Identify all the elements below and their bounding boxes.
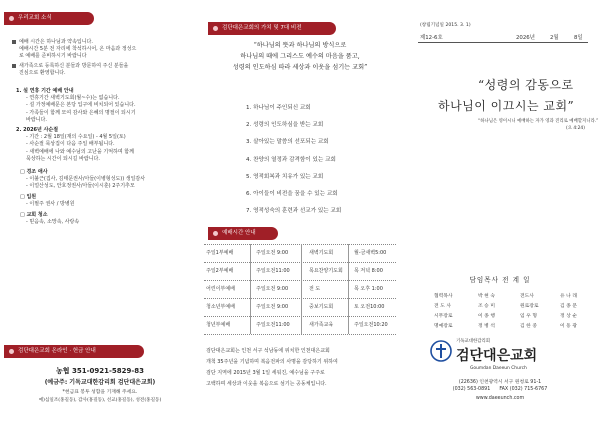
divider [250, 244, 251, 334]
table-row: 주일1부예배 주일오전 9:00 새벽기도회 월-금새벽5:00 [206, 250, 387, 256]
item2-block: 2. 2026년 사순절 - 기간 : 2월 18일(재의 수요일) - 4월 5일(토) - 사순절 묵상집이 다음 주일 배부됩니다. - 새벽예배에 나와 예수님의 고난을 기억하며 함께 묵상하는 시간이 되시길 바랍니다. [16, 127, 134, 162]
bank-holder: (예금주: 기독교대한감리회 검단대은교회) [44, 379, 156, 386]
issue-day: 8일 [574, 35, 583, 41]
offering-note: *헌금표 봉투 성함을 기재해 주세요. [62, 390, 138, 395]
right-panel: (창립기념일 2015. 3. 1) 제12-6호 2026년 2월 8일 “성령의 감동으로 하나님이 이끄시는 교회” “하나님은 영이시니 예배하는 자가 영과 진리로 예배할지니라.” (요 4:24) 담임목사 전 계 일 협력목사 박 현 숙 전도사 유 나 래 전 도 사 조 승 미 원로장로 김 종 문 시무장로 이 종 행 임 우 형 정 상 순 명예장로 정 병 석 김 한 중 이 동 광 기독교대한감리회 검단대은교회 Goumdan Daeeun Church (22636) 인천광역시 서구 원청로 91-1 (032) 563-0891 FAX (032) 715-6767 www.daeeunch.com [400, 0, 600, 424]
hero-line-2: 하나님이 이끄시는 교회” [438, 99, 575, 113]
verse-text: “하나님은 영이시니 예배하는 자가 영과 진리로 예배할지니라.” [478, 119, 599, 124]
divider [348, 244, 349, 334]
bullet-square-icon [12, 40, 16, 44]
table-row: 어린이부예배 주일오전 9:00 전 도 목 오후 1:00 [206, 286, 383, 292]
issue-bar [418, 32, 588, 43]
item1-block: 1. 설 연휴 기간 예배 안내 - 연휴기간 새벽기도회(월~수)는 없습니다. - 설 가정예배문은 본당 입구에 비치되어 있습니다. - 가족들이 함께 모여 감사와 은혜의 명절이 되시기 바랍니다. [16, 88, 136, 123]
middle-panel [200, 0, 400, 424]
bank-account: 농협 351-0921-5829-83 [56, 367, 144, 375]
issue-year: 2026년 [516, 35, 535, 41]
table-row: 청소년부예배 주일오전 9:00 중보기도회 토 오전10:00 [206, 304, 385, 310]
church-website[interactable]: www.daeeunch.com [475, 396, 525, 401]
founded-date: (창립기념일 2015. 3. 1) [420, 23, 471, 28]
box2-block: □ 입원 - 이필주 권사 / 방병원 [20, 194, 75, 208]
header-dot-icon [9, 349, 14, 354]
church-name-english: Goumdan Daeeun Church [470, 366, 527, 371]
vision-statement: “하나님의 뜻과 하나님의 방식으로 하나님의 때에 그리스도 예수의 마음을 품고, 성령의 인도하심 따라 세상과 이웃을 섬기는 교회” [232, 42, 368, 71]
vision-item-3: 3. 살아있는 말씀의 선포되는 교회 [246, 139, 329, 145]
church-intro: 검단대은교회는 인천 서구 석남동에 위치한 인천대은교회 개척 35주년을 기념하며 복음전파의 사명을 감당하기 위하여 검단 지역에 2015년 3월 1일 세워진, 예수님을 구주로 고백하며 세상과 이웃을 복음으로 섬기는 공동체입니다. [206, 348, 338, 387]
news-intro: 예배 시간은 하나님과 약속입니다. 예배시간 5분 전 자리에 착석하시어, 온 마음과 정성으 로 예배를 준비하시기 바랍니다 [12, 39, 136, 61]
divider [301, 244, 302, 334]
vision-item-6: 6. 아이들이 비전을 꿈을 수 있는 교회 [246, 191, 338, 197]
offering-example: 예)십일조(홍길동), 감사(홍길동), 선교(홍길동), 성전(홍길동) [38, 398, 162, 403]
church-emblem-icon [430, 340, 452, 362]
vision-item-4: 4. 찬양의 열정과 감격함이 있는 교회 [246, 157, 336, 163]
header-dot-icon [213, 231, 218, 236]
bullet-square-icon [12, 64, 16, 68]
table-row: 청년부예배 주일오전11:00 새가족교육 주일오전10:20 [206, 322, 388, 328]
left-panel [0, 0, 200, 424]
church-logo [430, 340, 452, 362]
hero-line-1: “성령의 감동으로 [478, 78, 574, 92]
denomination: 기독교대한감리회 [456, 339, 490, 344]
vision-header: 검단대은교회의 가치 및 7대 비전 [208, 22, 336, 35]
box3-block: □ 교회 청소 - 믿음속, 소망속, 사랑속 [20, 212, 80, 226]
vision-item-1: 1. 하나님이 주인되신 교회 [246, 105, 311, 111]
table-row: 주일2부예배 주일오전11:00 목요찬양기도회 목 저녁 8:00 [206, 268, 383, 274]
online-header: 검단대은교회 온라인 · 헌금 안내 [4, 345, 144, 358]
welcome-text: 새가족으로 등록하신 분들과 방문하여 주신 분들을 진심으로 환영합니다. [12, 63, 128, 77]
header-dot-icon [213, 26, 218, 31]
vision-item-7: 7. 영적성숙의 훈련과 선교가 있는 교회 [246, 208, 342, 214]
divider [204, 334, 396, 335]
church-name: 검단대은교회 [456, 348, 538, 364]
news-header: 우리교회 소식 [4, 12, 94, 25]
box1-block: □ 경조 애사 - 이불근(집사, 김태문권사/아들(이병형성도)) 생일감사 - 이얼산성도, 안호정권사/아들(이시훈) 2주기추모 [20, 169, 146, 190]
vision-item-5: 5. 영적회복과 치유가 있는 교회 [246, 174, 324, 180]
header-dot-icon [9, 16, 14, 21]
issue-month: 2월 [550, 35, 559, 41]
church-address: (22636) 인천광역시 서구 원청로 91-1 [458, 380, 542, 385]
vision-item-2: 2. 성령의 인도하심을 받는 교회 [246, 122, 324, 128]
verse-reference: (요 4:24) [566, 126, 585, 131]
pastor-title: 담임목사 전 계 일 [469, 276, 531, 284]
church-contact: (032) 563-0891 FAX (032) 715-6767 [452, 387, 548, 392]
issue-number: 제12-6호 [420, 35, 443, 41]
schedule-header: 예배시간 안내 [208, 227, 278, 240]
